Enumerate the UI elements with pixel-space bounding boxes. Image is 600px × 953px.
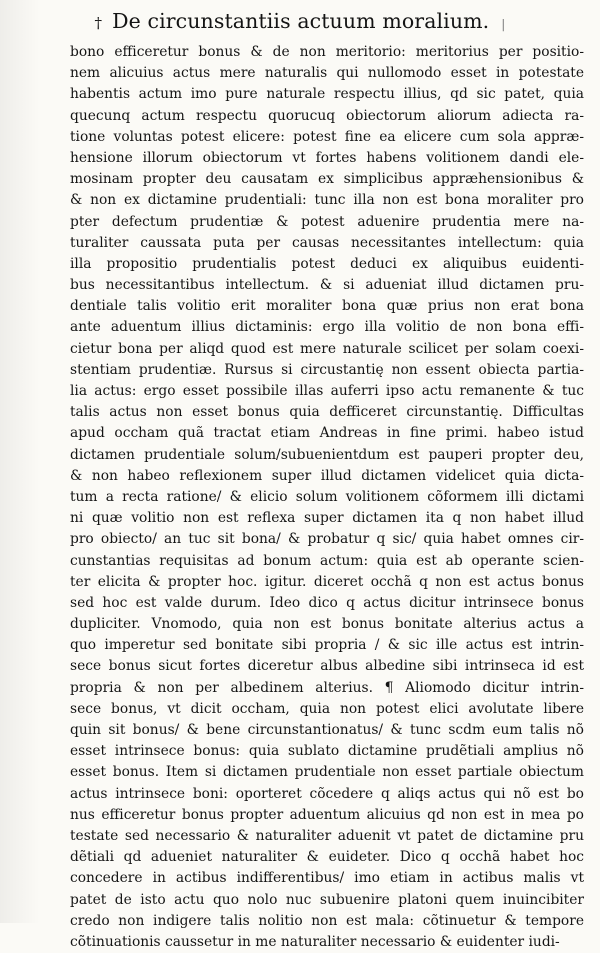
text-line: concedere in actibus indifferentibus/ imo etiam in actibus malis vt <box>70 870 584 887</box>
text-line: stentiam prudentiæ. Rursus si circustantię non essent obiecta partia- <box>70 361 584 378</box>
header-edge-mark: | <box>501 17 506 31</box>
text-line: dupliciter. Vnomodo, quia non est bonus bonitate alterius actus a <box>70 616 584 633</box>
text-line: sed hoc est valde durum. Ideo dico q actus dicitur intrinsece bonus <box>70 594 584 611</box>
text-line: patet de isto actu quo nolo nuc subuenire platoni quem inuincibiter <box>70 891 584 908</box>
text-line: propria & non per albedinem alterius. ¶ Aliomodo dicitur intrin- <box>70 679 584 696</box>
header-mark: † <box>94 14 103 32</box>
text-line: turaliter caussata puta per causas necessitantes intellectum: quia <box>70 234 584 251</box>
text-line: lia actus: ergo esset possibile illas auferri ipso actu remanente & tuc <box>70 383 584 399</box>
text-line: ante aduentum illius dictaminis: ergo illa volitio de non bona effi- <box>70 319 584 336</box>
text-line: quin sit bonus/ & bene circunstantionatus/ & tunc scdm eum talis nõ <box>70 722 584 738</box>
text-line: pter defectum prudentiæ & potest aduenire prudentia mere na- <box>70 213 584 230</box>
text-line: esset bonus. Item si dictamen prudentiale non esset partiale obiectum <box>70 764 584 781</box>
text-line: & non habeo reflexionem super illud dictamen videlicet quia dicta- <box>70 467 584 484</box>
text-line: ter elicita & propter hoc. igitur. diceret occhã q non est actus bonus <box>70 573 584 590</box>
text-line: talis actus non esset bonus quia defficeret circunstantię. Difficultas <box>70 404 584 421</box>
text-line: actus intrinsece boni: oporteret cõcedere q aliqs actus qui nõ est bo <box>70 785 584 802</box>
body-text <box>70 42 584 953</box>
text-line: testate sed necessario & naturaliter aduenit vt patet de dictamine pru <box>70 827 584 844</box>
text-line: sece bonus sicut fortes diceretur albus albedine sibi intrinseca id est <box>70 658 584 675</box>
text-line: cietur bona per aliqd quod est mere naturale scilicet per solam coexi- <box>70 340 584 357</box>
text-line: ni quæ volitio non est reflexa super dictamen ita q non habet illud <box>70 510 584 527</box>
text-line: dictamen prudentiale solum/subuenientdum est pauperi propter deu, <box>70 446 584 463</box>
text-line: quecunq actum respectu quorucuq obiectorum aliorum adiecta ra- <box>70 107 584 124</box>
header-title: De circunstantiis actuum moralium. <box>112 9 490 33</box>
text-line: tione voluntas potest elicere: potest fine ea elicere cum sola appræ- <box>70 128 584 145</box>
text-line: pro obiecto/ an tuc sit bona/ & probatur q sic/ quia habet omnes cir- <box>70 531 584 548</box>
text-line: & non ex dictamine prudentiali: tunc illa non est bona moraliter pro <box>70 192 584 209</box>
text-line: nem alicuius actus mere naturalis qui nullomodo esset in potestate <box>70 65 584 82</box>
running-header <box>0 8 600 37</box>
text-line: tum a recta ratione/ & elicio solum volitionem cõformem illi dictami <box>70 488 584 505</box>
text-line: cunstantias requisitas ad bonum actum: quia est ab operante scien- <box>70 552 584 569</box>
text-line: credo non indigere talis nolitio non est mala: cõtinuetur & tempore <box>70 912 584 929</box>
text-line: nus efficeretur bonus propter aduentum alicuius qd non est in mea po <box>70 806 584 823</box>
text-line: mosinam propter deu causatam ex simplicibus appræhensionibus & <box>70 171 584 188</box>
gutter-shadow <box>0 0 40 923</box>
text-line: hensione illorum obiectorum vt fortes habens volitionem dandi ele- <box>70 149 584 166</box>
text-line: apud occham quã tractat etiam Andreas in fine primi. habeo istud <box>70 425 584 442</box>
text-line: illa propositio prudentialis potest deduci ex aliquibus euidenti- <box>70 255 584 272</box>
text-line: dẽtiali qd adueniet naturaliter & euideter. Dico q occhã habet hoc <box>70 849 584 866</box>
text-line: bus necessitantibus intellectum. & si adueniat illud dictamen pru- <box>70 277 584 294</box>
text-line: esset intrinsece bonus: quia sublato dictamine prudẽtiali amplius nõ <box>70 743 584 760</box>
text-line: bono efficeretur bonus & de non meritorio: meritorius per positio- <box>70 44 584 60</box>
text-line: dentiale talis volitio erit moraliter bona quæ prius non erat bona <box>70 298 584 315</box>
text-line: sece bonus, vt dicit occham, quia non potest elici avolutate libere <box>70 700 584 717</box>
text-line: cõtinuationis caussetur in me naturaliter necessario & euidenter iudi- <box>70 933 560 950</box>
text-line: habentis actum imo pure naturale respectu illius, qd sic patet, quia <box>70 86 584 103</box>
text-line: quo imperetur sed bonitate sibi propria / & sic ille actus est intrin- <box>70 637 584 654</box>
